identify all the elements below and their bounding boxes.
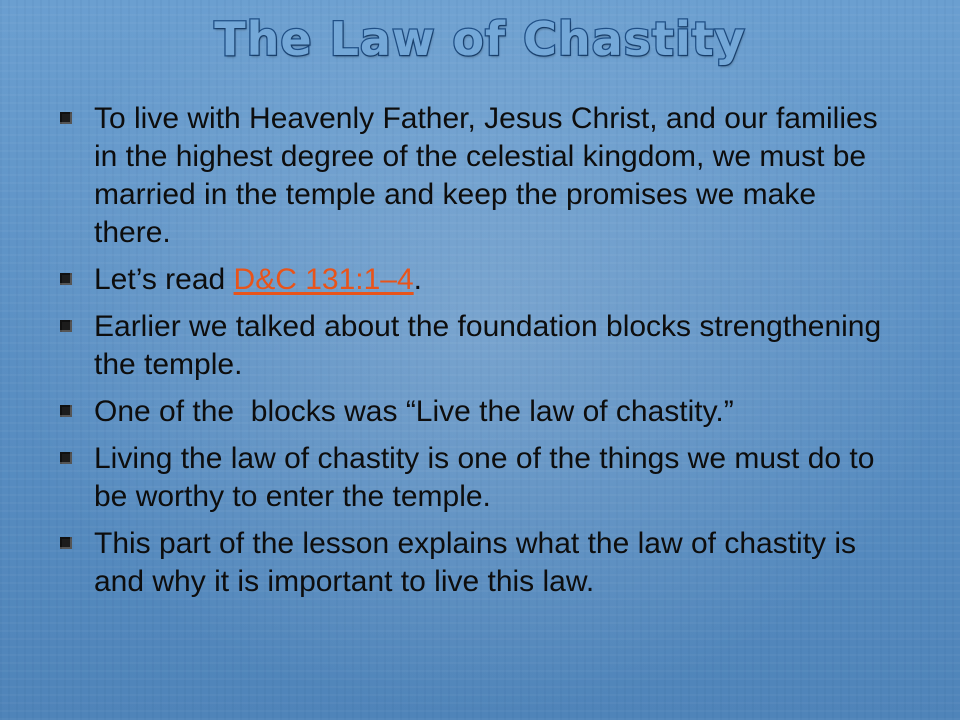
bullet-text: Living the law of chastity is one of the things we must do to be worthy to enter the temple. (94, 442, 875, 513)
bullet-item (60, 440, 900, 516)
square-bullet-icon (60, 320, 72, 332)
bullet-list (60, 100, 900, 610)
bullet-text-before-link: Let’s read (94, 263, 234, 296)
square-bullet-icon (60, 273, 72, 285)
square-bullet-icon (60, 405, 72, 417)
bullet-item (60, 100, 900, 252)
bullet-text: This part of the lesson explains what the law of chastity is and why it is important to live this law. (94, 527, 857, 598)
bullet-text: To live with Heavenly Father, Jesus Christ, and our families in the highest degree of the celestial kingdom, we must be married in the temple and keep the promises we make there. (94, 102, 878, 249)
bullet-text: One of the blocks was “Live the law of chastity.” (94, 395, 734, 428)
square-bullet-icon (60, 537, 72, 549)
bullet-item (60, 525, 900, 601)
bullet-text: Earlier we talked about the foundation blocks strengthening the temple. (94, 310, 882, 381)
bullet-item (60, 308, 900, 384)
slide-title: The Law of Chastity (214, 12, 746, 66)
square-bullet-icon (60, 112, 72, 124)
bullet-item (60, 393, 900, 431)
bullet-item (60, 261, 900, 299)
scripture-reference-link[interactable]: D&C 131:1–4 (233, 263, 414, 296)
square-bullet-icon (60, 452, 72, 464)
bullet-text-after-link: . (413, 263, 423, 296)
